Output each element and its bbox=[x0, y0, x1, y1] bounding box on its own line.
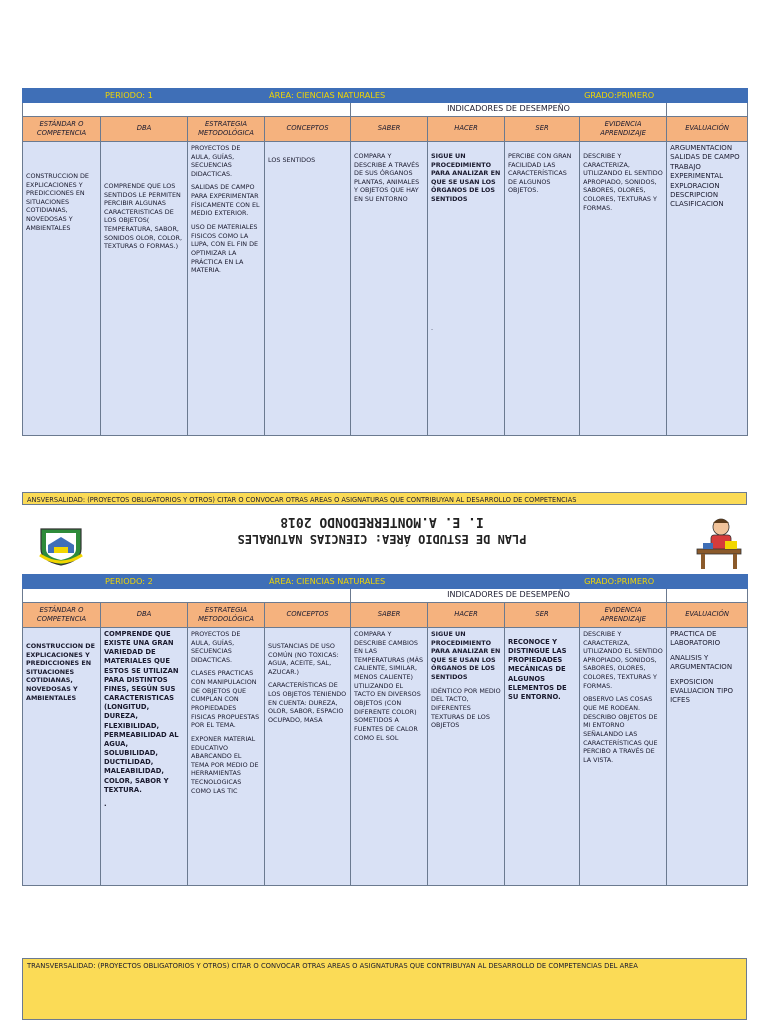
col-header: ESTÁNDAR O COMPETENCIA bbox=[23, 602, 101, 627]
student-at-desk-icon bbox=[695, 515, 743, 571]
cell-saber: COMPARA Y DESCRIBE CAMBIOS EN LAS TEMPERATURAS (MÁS CALIENTE, SIMILAR, MENOS CALIENTE) UTILIZANDO EL TACTO EN DIVERSOS OBJETOS (CON DIFERENTE COLOR) SOMETIDOS A FUENTES DE CALOR COMO EL SOL bbox=[351, 627, 428, 885]
cell-ser: RECONOCE Y DISTINGUE LAS PROPIEDADES MECÁNICAS DE ALGUNOS ELEMENTOS DE SU ENTORNO. bbox=[505, 627, 580, 885]
col-header: DBA bbox=[101, 602, 188, 627]
col-header: SABER bbox=[351, 602, 428, 627]
cell-estandar: CONSTRUCCION DE EXPLICACIONES Y PREDICCIONES EN SITUACIONES COTIDIANAS, NOVEDOSAS Y AMBIENTALES bbox=[23, 627, 101, 885]
cell-dba: COMPRENDE QUE EXISTE UNA GRAN VARIEDAD DE MATERIALES QUE ESTOS SE UTILIZAN PARA DISTINTOS FINES, SEGÚN SUS CARACTERISTICAS (LONGITUD, DUREZA, FLEXIBILIDAD, PERMEABILIDAD AL AGUA, SOLUBILIDAD, DUCTILIDAD, MALEABILIDAD, COLOR, SABOR Y TEXTURA. . bbox=[101, 627, 188, 885]
col-header: HACER bbox=[428, 116, 505, 141]
plan-title: PLAN DE ESTUDIO ÁREA: CIENCIAS NATURALES bbox=[237, 532, 527, 546]
grado-label: GRADO:PRIMERO bbox=[580, 575, 748, 589]
col-header: CONCEPTOS bbox=[265, 116, 351, 141]
cell-hacer: SIGUE UN PROCEDIMIENTO PARA ANALIZAR EN QUE SE USAN LOS ÓRGANOS DE LOS SENTIDOS . bbox=[428, 141, 505, 435]
col-header: EVIDENCIA APRENDIZAJE bbox=[580, 116, 667, 141]
col-header: ESTRATEGIA METODOLÓGICA bbox=[188, 116, 265, 141]
cell-evidencia: DESCRIBE Y CARACTERIZA, UTILIZANDO EL SENTIDO APROPIADO, SONIDOS, SABORES, OLORES, COLORES, TEXTURAS Y FORMAS. bbox=[580, 141, 667, 435]
col-header: ESTRATEGIA METODOLÓGICA bbox=[188, 602, 265, 627]
col-header: CONCEPTOS bbox=[265, 602, 351, 627]
col-header: SABER bbox=[351, 116, 428, 141]
col-header: EVIDENCIA APRENDIZAJE bbox=[580, 602, 667, 627]
area-label: ÁREA: CIENCIAS NATURALES bbox=[265, 575, 580, 589]
periodo-label: PERIODO: 1 bbox=[23, 89, 265, 103]
plan-table-periodo-2 bbox=[22, 574, 747, 886]
transversalidad-banner: TRANSVERSALIDAD: (PROYECTOS OBLIGATORIOS Y OTROS) CITAR O CONVOCAR OTRAS AREAS O ASIGNATURAS QUE CONTRIBUYAN AL DESARROLLO DE COMPETENCIAS DEL AREA bbox=[22, 958, 747, 1020]
cell-saber: COMPARA Y DESCRIBE A TRAVÉS DE SUS ÓRGANOS PLANTAS, ANIMALES Y OBJETOS QUE HAY EN SU ENTORNO bbox=[351, 141, 428, 435]
cell-estrategia: PROYECTOS DE AULA, GUÍAS, SECUENCIAS DIDACTICAS. CLASES PRACTICAS CON MANIPULACION DE OBJETOS QUE CUMPLAN CON PROPIEDADES FISICAS PROPUESTAS POR EL TEMA. EXPONER MATERIAL EDUCATIVO ABARCANDO EL TEMA POR MEDIO DE HERRAMIENTAS TECNOLOGICAS COMO LAS TIC bbox=[188, 627, 265, 885]
cell-dba: COMPRENDE QUE LOS SENTIDOS LE PERMITEN PERCIBIR ALGUNAS CARACTERISTICAS DE LOS OBJETOS( TEMPERATURA, SABOR, SONIDOS OLOR, COLOR, TEXTURAS O FORMAS.) bbox=[101, 141, 188, 435]
cell-hacer: SIGUE UN PROCEDIMIENTO PARA ANALIZAR EN QUE SE USAN LOS ÓRGANOS DE LOS SENTIDOS IDÉNTICO POR MEDIO DEL TACTO, DIFERENTES TEXTURAS DE LOS OBJETOS bbox=[428, 627, 505, 885]
school-crest-icon bbox=[36, 525, 86, 567]
indicadores-label: INDICADORES DE DESEMPEÑO bbox=[351, 103, 667, 117]
cell-evaluacion: PRACTICA DE LABORATORIO ANALISIS Y ARGUMENTACION EXPOSICION EVALUACION TIPO ICFES bbox=[667, 627, 748, 885]
periodo-label: PERIODO: 2 bbox=[23, 575, 265, 589]
col-header: DBA bbox=[101, 116, 188, 141]
cell-estrategia: PROYECTOS DE AULA, GUÍAS, SECUENCIAS DIDACTICAS. SALIDAS DE CAMPO PARA EXPERIMENTAR FÍSICAMENTE CON EL MEDIO EXTERIOR. USO DE MATERIALES FISICOS COMO LA LUPA, CON EL FIN DE OPTIMIZAR LA PRÁCTICA EN LA MATERIA. bbox=[188, 141, 265, 435]
cell-conceptos: SUSTANCIAS DE USO COMÚN (NO TOXICAS: AGUA, ACEITE, SAL, AZUCAR.) CARACTERÍSTICAS DE LOS OBJETOS TENIENDO EN CUENTA: DUREZA, OLOR, SABOR, ESPACIO OCUPADO, MASA bbox=[265, 627, 351, 885]
transversalidad-banner: ANSVERSALIDAD: (PROYECTOS OBLIGATORIOS Y OTROS) CITAR O CONVOCAR OTRAS AREAS O ASIGNATURAS QUE CONTRIBUYAN AL DESARROLLO DE COMPETENCIAS bbox=[22, 492, 747, 505]
col-header: EVALUACIÓN bbox=[667, 602, 748, 627]
cell-estandar: CONSTRUCCION DE EXPLICACIONES Y PREDICCIONES EN SITUACIONES COTIDIANAS, NOVEDOSAS Y AMBIENTALES bbox=[23, 141, 101, 435]
cell-conceptos: LOS SENTIDOS bbox=[265, 141, 351, 435]
indicadores-label: INDICADORES DE DESEMPEÑO bbox=[351, 589, 667, 603]
col-header: HACER bbox=[428, 602, 505, 627]
col-header: EVALUACIÓN bbox=[667, 116, 748, 141]
area-label: ÁREA: CIENCIAS NATURALES bbox=[265, 89, 580, 103]
cell-ser: PERCIBE CON GRAN FACILIDAD LAS CARACTERÍSTICAS DE ALGUNOS OBJETOS. bbox=[505, 141, 580, 435]
cell-evaluacion: ARGUMENTACION SALIDAS DE CAMPO TRABAJO EXPERIMENTAL EXPLORACION DESCRIPCION CLASIFICACION bbox=[667, 141, 748, 435]
institution-title: I. E. A.MONTERREDONDO 2018 bbox=[280, 514, 484, 529]
plan-title-area bbox=[22, 506, 747, 576]
col-header: SER bbox=[505, 116, 580, 141]
cell-evidencia: DESCRIBE Y CARACTERIZA, UTILIZANDO EL SENTIDO APROPIADO, SONIDOS, SABORES, OLORES, COLORES, TEXTURAS Y FORMAS. OBSERVO LAS COSAS QUE ME RODEAN. DESCRIBO OBJETOS DE MI ENTORNO SEÑALANDO LAS CARACTERÍSTICAS QUE PERCIBO A TRAVÉS DE LA VISTA. bbox=[580, 627, 667, 885]
grado-label: GRADO:PRIMERO bbox=[580, 89, 748, 103]
col-header: ESTÁNDAR O COMPETENCIA bbox=[23, 116, 101, 141]
plan-table-periodo-1 bbox=[22, 88, 747, 436]
col-header: SER bbox=[505, 602, 580, 627]
